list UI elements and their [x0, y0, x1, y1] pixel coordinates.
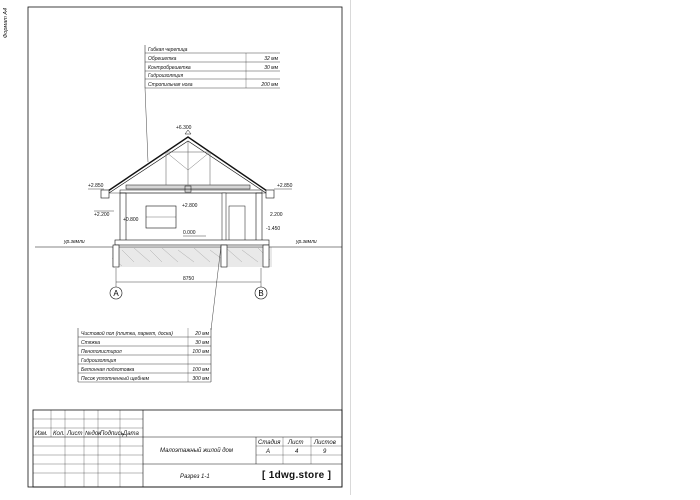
elevation-right-ground: -1.450 — [266, 226, 281, 232]
drawing-sheet — [0, 0, 350, 495]
stage-value: А — [266, 449, 271, 455]
blank-page — [351, 0, 700, 495]
roof-layers-table — [145, 45, 280, 162]
floor-layer-value: 300 мм — [192, 376, 209, 382]
title-block — [33, 410, 342, 487]
floor-layer-name: Чистовой пол (плитка, паркет, доска) — [81, 331, 173, 337]
sheets-total: 9 — [323, 449, 327, 455]
ground-label-right: ур.земли — [296, 239, 317, 245]
roof-layer-name: Контробрешетка — [148, 65, 191, 71]
elevation-floor: 0.000 — [183, 230, 196, 236]
format-label: Формат А4 — [3, 7, 9, 39]
dimension-value: 8750 — [183, 276, 195, 282]
sheets-header: Листов — [314, 440, 336, 446]
floor-layer-value: 100 мм — [192, 367, 209, 373]
title-header: Подпись — [100, 431, 124, 437]
axis-label-b: B — [258, 289, 264, 298]
floor-layer-value: 100 мм — [192, 349, 209, 355]
sheet-number: 4 — [295, 449, 299, 455]
axis-label-a: A — [113, 289, 119, 298]
roof-layer-name: Стропильная нога — [148, 82, 193, 88]
elevation-ridge: +6.300 — [176, 125, 192, 131]
roof-layer-name: Обрешетка — [148, 56, 177, 62]
title-header: Лист — [67, 431, 83, 437]
dimension-line — [116, 268, 261, 287]
sheet-header: Лист — [288, 440, 304, 446]
floor-layer-name: Гидроизоляция — [81, 358, 117, 364]
section-drawing — [0, 0, 350, 495]
elevation-eave-left: +2.850 — [88, 183, 104, 189]
sheet-title: Разрез 1-1 — [180, 474, 210, 480]
elevation-left-wall: +2.200 — [94, 212, 110, 218]
title-header: №док — [85, 431, 101, 437]
roof-layer-value: 32 мм — [264, 56, 278, 62]
floor-layer-value: 20 мм — [195, 331, 209, 337]
title-header: Кол. — [53, 431, 65, 437]
project-name: Малоэтажный жилой дом — [160, 448, 234, 454]
title-header: Дата — [123, 431, 139, 437]
title-header: Изм. — [35, 431, 48, 437]
floor-layer-name: Песок уплотненный щебнем — [81, 376, 150, 382]
elevation-window-sill: +0.800 — [123, 217, 139, 223]
roof — [105, 137, 270, 193]
roof-layer-name: Гибкая черепица — [148, 47, 188, 53]
ground-label-left: ур.земли — [64, 239, 85, 245]
floor-layer-name: Бетонная подготовка — [81, 367, 135, 373]
floor-layer-value: 30 мм — [195, 340, 209, 346]
elevation-ceiling: +2.800 — [182, 203, 198, 209]
floor-layer-name: Пенополистирол — [81, 349, 122, 355]
floor-layer-name: Стяжка — [81, 340, 100, 346]
stage-header: Стадия — [258, 440, 281, 446]
elevation-right-wall: 2.200 — [270, 212, 283, 218]
elevation-eave-right: +2.850 — [277, 183, 293, 189]
ground-hatch — [112, 247, 272, 267]
roof-layer-value: 30 мм — [264, 65, 278, 71]
axis-markers — [110, 287, 267, 299]
roof-layer-value: 200 мм — [261, 82, 278, 88]
brand-stamp: [ 1dwg.store ] — [262, 470, 332, 481]
roof-layer-name: Гидроизоляция — [148, 73, 184, 79]
